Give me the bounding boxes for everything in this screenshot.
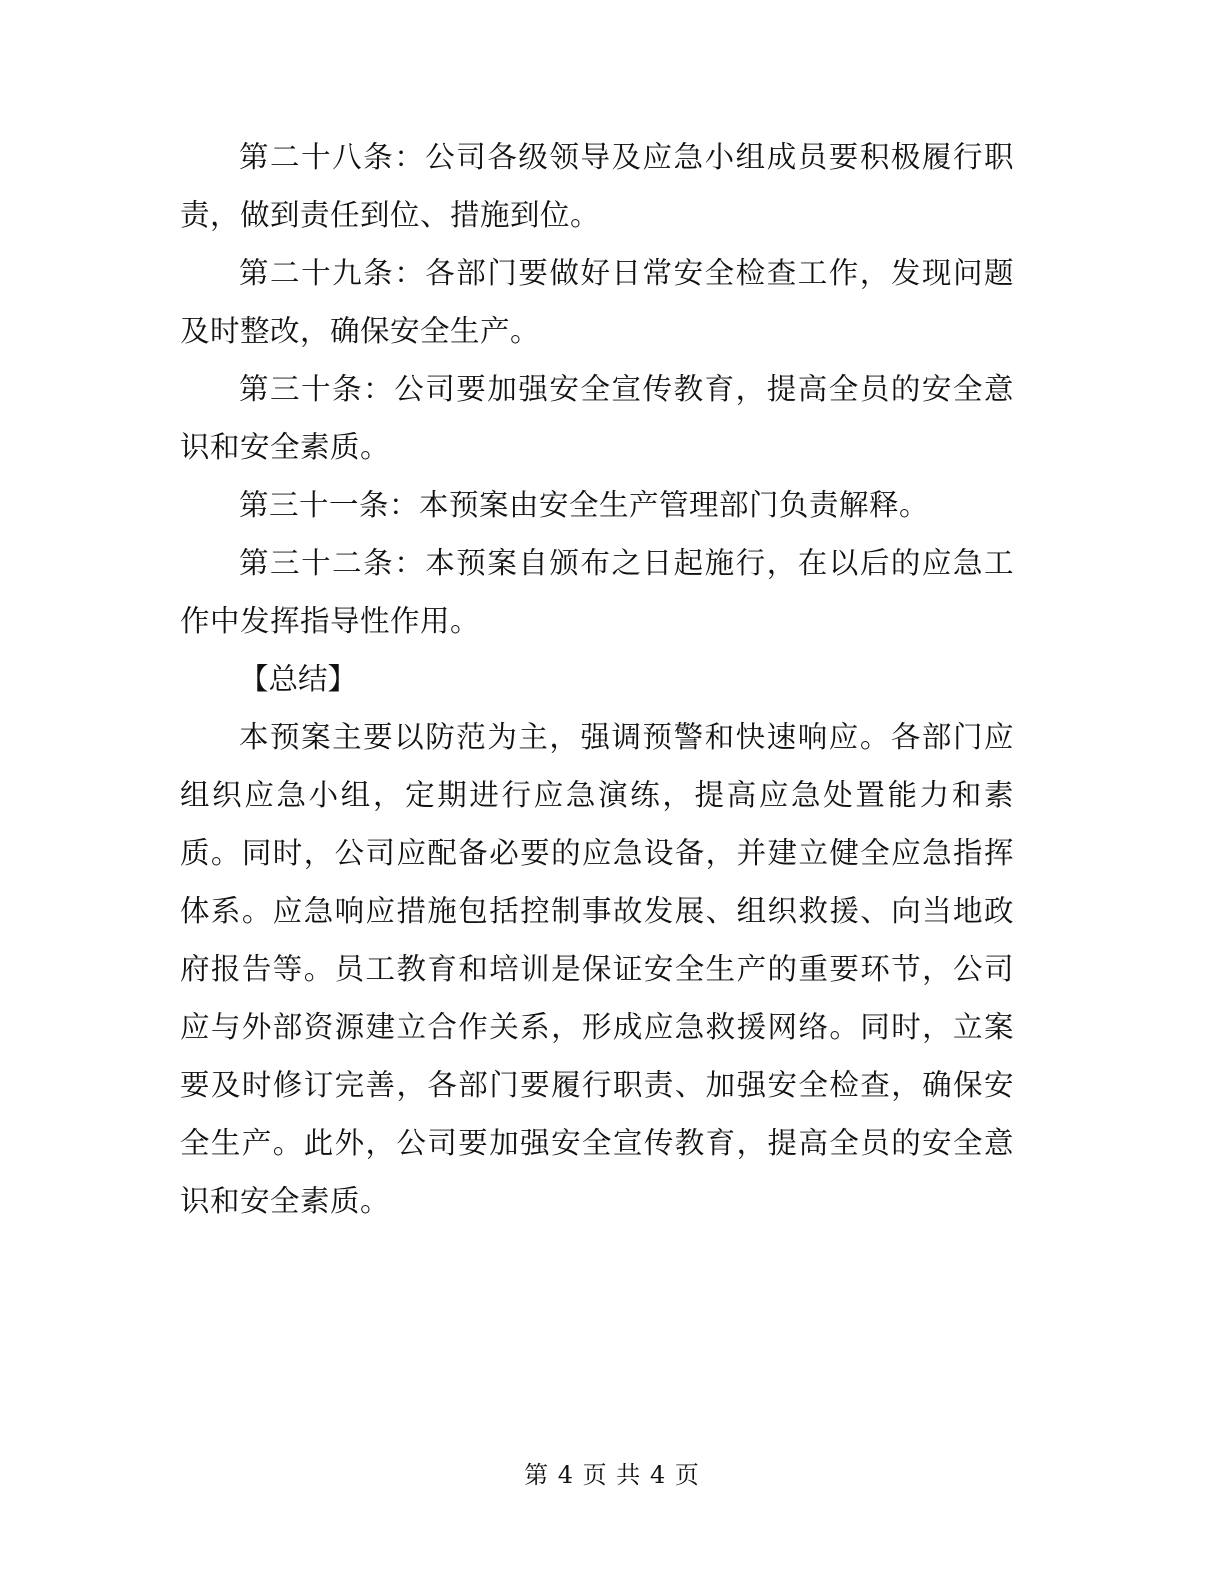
article-28: 第二十八条：公司各级领导及应急小组成员要积极履行职责，做到责任到位、措施到位。	[180, 140, 1014, 232]
article-31: 第三十一条：本预案由安全生产管理部门负责解释。	[239, 488, 930, 522]
summary-heading: 【总结】	[239, 662, 358, 696]
article-30: 第三十条：公司要加强安全宣传教育，提高全员的安全意识和安全素质。	[180, 372, 1014, 464]
page-footer: 第 4 页 共 4 页	[524, 1461, 700, 1489]
summary-paragraph: 本预案主要以防范为主，强调预警和快速响应。各部门应组织应急小组，定期进行应急演练，提高应急处置能力和素质。同时，公司应配备必要的应急设备，并建立健全应急指挥体系。应急响应措施包括控制事故发展、组织救援、向当地政府报告等。员工教育和培训是保证安全生产的重要环节，公司应与外部资源建立合作关系，形成应急救援网络。同时，立案要及时修订完善，各部门要履行职责、加强安全检查，确保安全生产。此外，公司要加强安全宣传教育，提高全员的安全意识和安全素质。	[180, 720, 1014, 1218]
article-32: 第三十二条：本预案自颁布之日起施行，在以后的应急工作中发挥指导性作用。	[180, 546, 1014, 638]
document-body	[180, 128, 1014, 1230]
article-29: 第二十九条：各部门要做好日常安全检查工作，发现问题及时整改，确保安全生产。	[180, 256, 1014, 348]
